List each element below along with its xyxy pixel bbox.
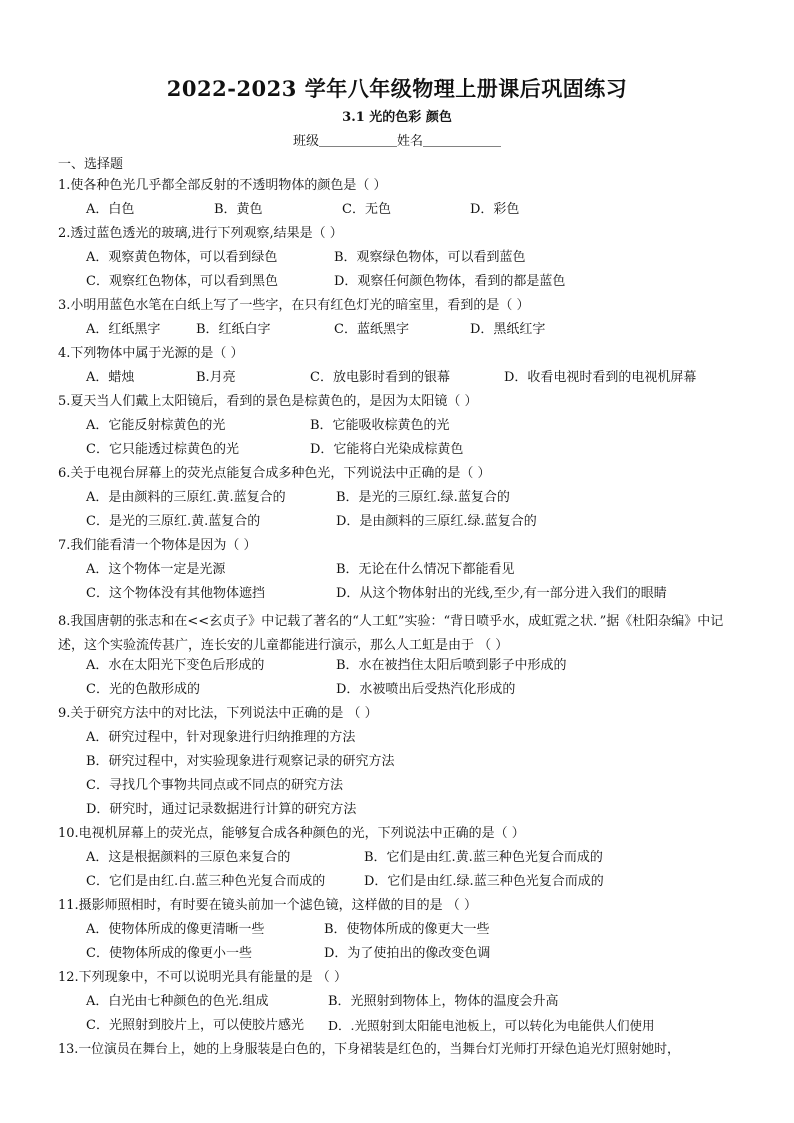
q7-option-d: D．从这个物体射出的光线,至少,有一部分进入我们的眼睛 bbox=[336, 586, 667, 601]
question-12: 12.下列现象中，不可以说明光具有能量的是 （ ） bbox=[58, 970, 347, 985]
q4-option-a: A．蜡烛 bbox=[86, 370, 135, 385]
question-4: 4.下列物体中属于光源的是（ ） bbox=[58, 346, 244, 361]
q2-option-d: D．观察任何颜色物体，看到的都是蓝色 bbox=[334, 274, 566, 289]
q6-option-b: B．是光的三原红.绿.蓝复合的 bbox=[336, 490, 510, 505]
q9-option-a: A．研究过程中，针对现象进行归纳推理的方法 bbox=[86, 730, 356, 745]
question-1: 1.使各种色光几乎都全部反射的不透明物体的颜色是（ ） bbox=[58, 178, 387, 193]
q1-option-c: C．无色 bbox=[342, 202, 391, 217]
q5-option-b: B．它能吸收棕黄色的光 bbox=[310, 418, 450, 433]
q11-option-c: C．使物体所成的像更小一些 bbox=[86, 946, 252, 961]
q6-option-d: D．是由颜料的三原红.绿.蓝复合的 bbox=[336, 514, 537, 529]
question-6: 6.关于电视台屏幕上的荧光点能复合成多种色光，下列说法中正确的是（ ） bbox=[58, 466, 491, 481]
q4-option-d: D．收看电视时看到的电视机屏幕 bbox=[504, 370, 697, 385]
q11-option-b: B．使物体所成的像更大一些 bbox=[324, 922, 490, 937]
q3-option-a: A．红纸黑字 bbox=[86, 322, 161, 337]
lesson-subtitle: 3.1 光的色彩 颜色 bbox=[342, 110, 452, 125]
q12-option-a: A．白光由七种颜色的色光.组成 bbox=[86, 994, 269, 1009]
page-title: 2022-2023 学年八年级物理上册课后巩固练习 bbox=[166, 76, 628, 101]
question-3: 3.小明用蓝色水笔在白纸上写了一些字，在只有红色灯光的暗室里，看到的是（ ） bbox=[58, 298, 530, 313]
q4-option-b: B.月亮 bbox=[196, 370, 236, 385]
q10-option-c: C．它们是由红.白.蓝三种色光复合而成的 bbox=[86, 874, 326, 889]
q5-option-c: C．它只能透过棕黄色的光 bbox=[86, 442, 239, 457]
q10-option-b: B．它们是由红.黄.蓝三种色光复合而成的 bbox=[364, 850, 603, 865]
question-11: 11.摄影师照相时，有时要在镜头前加一个滤色镜，这样做的目的是 （ ） bbox=[58, 898, 477, 913]
q8-option-c: C．光的色散形成的 bbox=[86, 682, 200, 697]
q12-option-b: B．光照射到物体上，物体的温度会升高 bbox=[328, 994, 559, 1009]
question-9: 9.关于研究方法中的对比法，下列说法中正确的是 （ ） bbox=[58, 706, 378, 721]
question-13: 13.一位演员在舞台上，她的上身服装是白色的，下身裙装是红色的，当舞台灯光师打开绿色追光灯照射她时， bbox=[58, 1042, 680, 1057]
question-10: 10.电视机屏幕上的荧光点，能够复合成各种颜色的光，下列说法中正确的是（ ） bbox=[58, 826, 525, 841]
q2-option-b: B．观察绿色物体，可以看到蓝色 bbox=[334, 250, 526, 265]
q8-option-a: A．水在太阳光下变色后形成的 bbox=[86, 658, 265, 673]
q8-option-b: B．水在被挡住太阳后喷到影子中形成的 bbox=[336, 658, 567, 673]
q10-option-a: A．这是根据颜料的三原色来复合的 bbox=[86, 850, 291, 865]
q3-option-b: B．红纸白字 bbox=[196, 322, 271, 337]
q1-option-b: B．黄色 bbox=[214, 202, 263, 217]
q8-option-d: D．水被喷出后受热汽化形成的 bbox=[336, 682, 516, 697]
q12-option-d: D．.光照射到太阳能电池板上，可以转化为电能供人们使用 bbox=[328, 1018, 655, 1033]
q2-option-c: C．观察红色物体，可以看到黑色 bbox=[86, 274, 278, 289]
q9-option-c: C．寻找几个事物共同点或不同点的研究方法 bbox=[86, 778, 343, 793]
q5-option-d: D．它能将白光染成棕黄色 bbox=[310, 442, 464, 457]
q7-option-a: A．这个物体一定是光源 bbox=[86, 562, 226, 577]
q6-option-c: C．是光的三原红.黄.蓝复合的 bbox=[86, 514, 261, 529]
question-5: 5.夏天当人们戴上太阳镜后，看到的景色是棕黄色的，是因为太阳镜（ ） bbox=[58, 394, 478, 409]
q12-option-c: C．光照射到胶片上，可以使胶片感光 bbox=[86, 1018, 304, 1033]
class-name-line: 班级＿＿＿＿＿＿姓名＿＿＿＿＿＿ bbox=[292, 134, 501, 149]
q11-option-a: A．使物体所成的像更清晰一些 bbox=[86, 922, 265, 937]
q9-option-b: B．研究过程中，对实验现象进行观察记录的研究方法 bbox=[86, 754, 395, 769]
q11-option-d: D．为了使拍出的像改变色调 bbox=[324, 946, 491, 961]
q1-option-a: A．白色 bbox=[86, 202, 135, 217]
question-7: 7.我们能看清一个物体是因为（ ） bbox=[58, 538, 257, 553]
q9-option-d: D．研究时，通过记录数据进行计算的研究方法 bbox=[86, 802, 357, 817]
q3-option-c: C．蓝纸黑字 bbox=[334, 322, 409, 337]
question-8: 8.我国唐朝的张志和在<<玄贞子》中记载了著名的“人工虹”实验：“背日喷乎水，成虹霓之状．”据《杜阳杂编》中记述，这个实验流传甚广，连长安的儿童都能进行演示，那么人工虹是由于 （ ） bbox=[58, 614, 724, 653]
q5-option-a: A．它能反射棕黄色的光 bbox=[86, 418, 226, 433]
q1-option-d: D．彩色 bbox=[470, 202, 520, 217]
q4-option-c: C．放电影时看到的银幕 bbox=[310, 370, 450, 385]
q2-option-a: A．观察黄色物体，可以看到绿色 bbox=[86, 250, 278, 265]
section-title: 一、选择题 bbox=[58, 157, 124, 172]
question-2: 2.透过蓝色透光的玻璃,进行下列观察,结果是（ ） bbox=[58, 226, 343, 241]
q10-option-d: D．它们是由红.绿.蓝三种色光复合而成的 bbox=[364, 874, 604, 889]
q3-option-d: D．黑纸红字 bbox=[470, 322, 546, 337]
q6-option-a: A．是由颜料的三原红.黄.蓝复合的 bbox=[86, 490, 286, 505]
q7-option-c: C．这个物体没有其他物体遮挡 bbox=[86, 586, 265, 601]
q7-option-b: B．无论在什么情况下都能看见 bbox=[336, 562, 515, 577]
